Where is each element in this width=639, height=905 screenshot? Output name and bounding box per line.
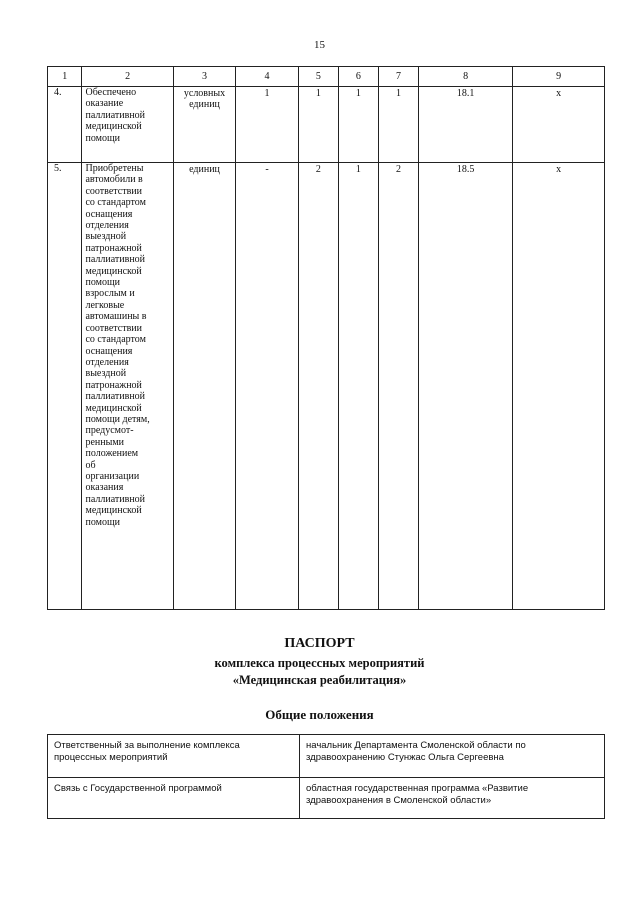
indicators-table: [47, 66, 605, 610]
row-number: 5.: [48, 163, 82, 610]
value-cell: 18.5: [419, 163, 513, 610]
table-row: [48, 87, 605, 163]
table-row: [48, 735, 605, 778]
info-label: Ответственный за выполнение комплекса процессных мероприятий: [48, 735, 300, 778]
unit-cell: условных единиц: [173, 87, 235, 163]
value-cell: 18.1: [419, 87, 513, 163]
passport-program-name: «Медицинская реабилитация»: [232, 673, 407, 687]
value-cell: 1: [236, 87, 299, 163]
header-cell: 2: [82, 67, 173, 87]
indicator-name: Обеспечено оказание паллиативной медицинской помощи: [82, 87, 173, 163]
value-cell: 1: [338, 87, 378, 163]
section-heading: Общие положения: [265, 707, 374, 722]
info-value: начальник Департамента Смоленской области по здравоохранению Стунжас Ольга Сергеевна: [300, 735, 605, 778]
header-cell: 1: [48, 67, 82, 87]
table-row: [48, 163, 605, 610]
page-number: 15: [314, 39, 325, 51]
value-cell: х: [513, 163, 605, 610]
value-cell: х: [513, 87, 605, 163]
passport-subtitle: комплекса процессных мероприятий: [214, 656, 425, 670]
header-cell: 8: [419, 67, 513, 87]
header-cell: 5: [298, 67, 338, 87]
value-cell: 1: [298, 87, 338, 163]
value-cell: 2: [378, 163, 418, 610]
value-cell: 1: [378, 87, 418, 163]
header-cell: 4: [236, 67, 299, 87]
passport-title: ПАСПОРТ: [284, 636, 355, 651]
general-provisions-table: [47, 734, 605, 819]
header-cell: 3: [173, 67, 235, 87]
table-header-row: [48, 67, 605, 87]
header-cell: 6: [338, 67, 378, 87]
row-number: 4.: [48, 87, 82, 163]
header-cell: 9: [513, 67, 605, 87]
value-cell: 2: [298, 163, 338, 610]
table-row: [48, 778, 605, 819]
unit-cell: единиц: [173, 163, 235, 610]
indicator-name: Приобретены автомобили в соответствии со стандартом оснащения отделения выездной патронажной паллиативной медицинской помощи взрослым и легковые автомашины в соответствии со стандартом оснащения отделения выездной патронажной паллиативной медицинской помощи детям, предусмот- ренными положением об организации оказания паллиативной медицинской помощи: [82, 163, 173, 610]
value-cell: -: [236, 163, 299, 610]
info-label: Связь с Государственной программой: [48, 778, 300, 819]
info-value: областная государственная программа «Развитие здравоохранения в Смоленской области»: [300, 778, 605, 819]
header-cell: 7: [378, 67, 418, 87]
value-cell: 1: [338, 163, 378, 610]
